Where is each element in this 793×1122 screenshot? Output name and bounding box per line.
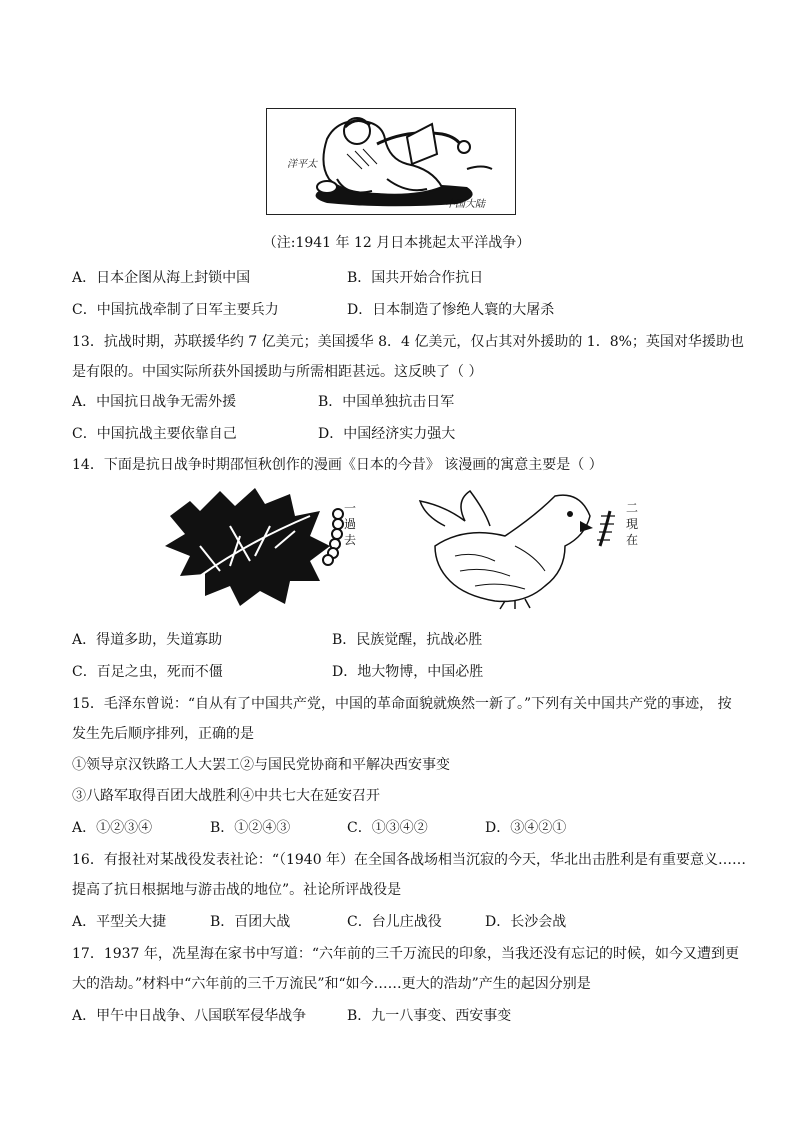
q16-stem-line2: 提高了抗日根据地与游击战的地位”。社论所评战役是	[72, 882, 402, 898]
q16-stem-line1: 16．有报社对某战役发表社论：“（1940 年）在全国各战场相当沉寂的今天，华北出击胜利是有重要意义……	[72, 852, 747, 868]
q12-option-a[interactable]: A．日本企图从海上封锁中国	[72, 270, 251, 286]
q15-stem-line4: ③八路军取得百团大战胜利④中共七大在延安召开	[72, 788, 380, 804]
q17-option-b[interactable]: B．九一八事变、西安事变	[347, 1008, 512, 1024]
q15-option-a[interactable]: A．①②③④	[72, 820, 153, 836]
q13-stem-line2: 是有限的。中国实际所获外国援助与所需相距甚远。这反映了（ ）	[72, 364, 483, 380]
q12-cartoon-bag-text: 中国大陆	[445, 199, 485, 210]
q12-cartoon-frame	[266, 108, 516, 215]
q17-stem-line1: 17．1937 年，冼星海在家书中写道：“六年前的三千万流民的印象，当我还没有忘记的时候，如今又遭到更	[72, 946, 740, 962]
q12-option-c[interactable]: C．中国抗战牵制了日军主要兵力	[72, 302, 279, 318]
q14-label-past: 一 過 去	[343, 501, 356, 547]
q16-option-c[interactable]: C．台儿庄战役	[347, 914, 442, 930]
q15-option-b[interactable]: B．①②④③	[210, 820, 291, 836]
q14-stem-line1: 14．下面是抗日战争时期邵恒秋创作的漫画《日本的今昔》 该漫画的寓意主要是（ ）	[72, 457, 603, 473]
q13-option-d[interactable]: D．中国经济实力强大	[318, 426, 456, 442]
q14-option-c[interactable]: C．百足之虫，死而不僵	[72, 664, 223, 680]
q14-option-a[interactable]: A．得道多助，失道寡助	[72, 632, 223, 648]
q17-stem-line2: 大的浩劫。”材料中“六年前的三千万流民”和“如今……更大的浩劫”产生的起因分别是	[72, 976, 591, 992]
q12-option-b[interactable]: B．国共开始合作抗日	[347, 270, 484, 286]
q16-option-d[interactable]: D．长沙会战	[485, 914, 567, 930]
q13-option-c[interactable]: C．中国抗战主要依靠自己	[72, 426, 237, 442]
q12-cartoon-side-text: 洋平太	[287, 159, 317, 170]
q15-option-d[interactable]: D．③④②①	[485, 820, 567, 836]
q15-stem-line2: 发生先后顺序排列，正确的是	[72, 726, 254, 742]
q13-option-b[interactable]: B．中国单独抗击日军	[318, 394, 455, 410]
q16-option-b[interactable]: B．百团大战	[210, 914, 291, 930]
q14-option-d[interactable]: D．地大物博，中国必胜	[332, 664, 484, 680]
q15-option-c[interactable]: C．①③④②	[347, 820, 428, 836]
q15-stem-line1: 15．毛泽东曾说：“自从有了中国共产党，中国的革命面貌就焕然一新了。”下列有关中国共产党的事迹， 按	[72, 696, 732, 712]
q14-leaf-illustration	[160, 486, 360, 608]
q13-option-a[interactable]: A．中国抗日战争无需外援	[72, 394, 237, 410]
q14-label-now: 二 現 在	[625, 501, 638, 547]
q14-option-b[interactable]: B．民族觉醒，抗战必胜	[332, 632, 483, 648]
q17-option-a[interactable]: A．甲午中日战争、八国联军侵华战争	[72, 1008, 307, 1024]
q15-stem-line3: ①领导京汉铁路工人大罢工②与国民党协商和平解决西安事变	[72, 757, 450, 773]
q12-option-d[interactable]: D．日本制造了惨绝人寰的大屠杀	[347, 302, 555, 318]
q13-stem-line1: 13．抗战时期，苏联援华约 7 亿美元；美国援华 8．4 亿美元，仅占其对外援助的 1．8%；英国对华援助也	[72, 334, 744, 350]
q14-eagle-illustration	[415, 486, 615, 611]
q12-caption: （注:1941 年 12 月日本挑起太平洋战争）	[262, 235, 531, 251]
q16-option-a[interactable]: A．平型关大捷	[72, 914, 167, 930]
